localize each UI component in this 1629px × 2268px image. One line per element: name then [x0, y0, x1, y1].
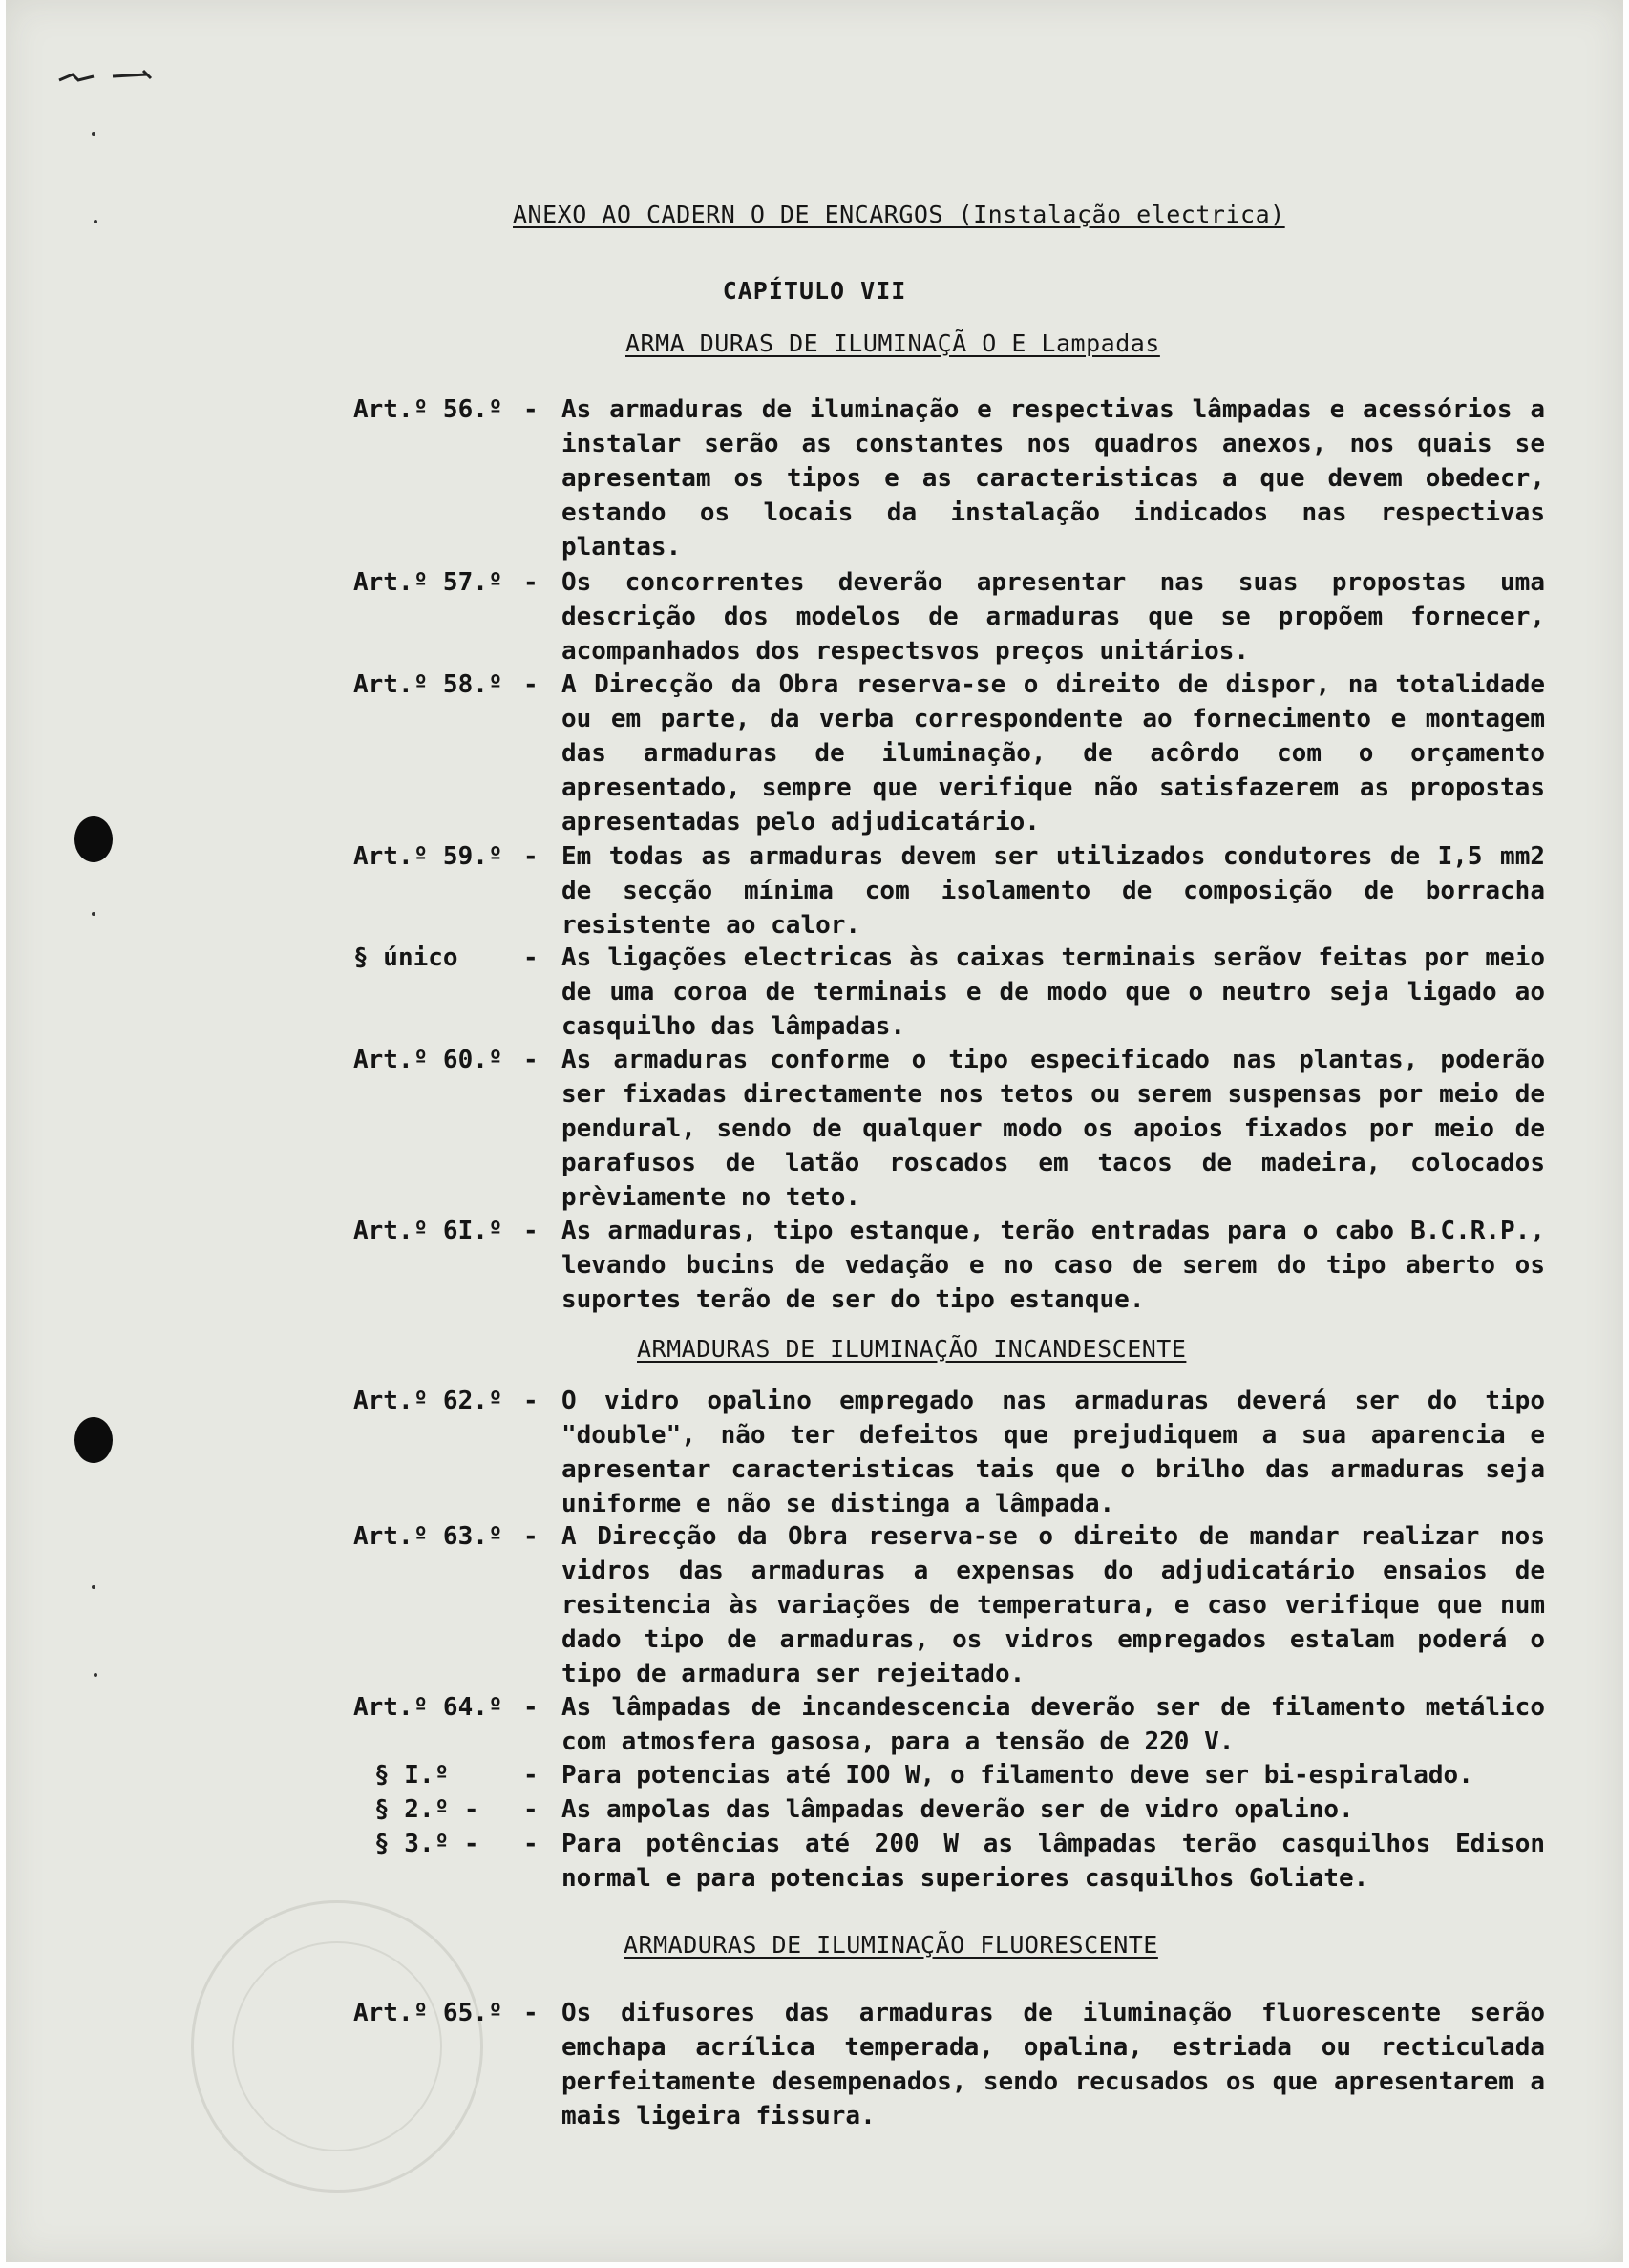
- punch-hole-bottom: [74, 1417, 113, 1463]
- section-heading-incandescente: ARMADURAS DE ILUMINAÇÃO INCANDESCENTE: [637, 1335, 1187, 1363]
- document-title: ANEXO AO CADERN O DE ENCARGOS (Instalação electrica): [513, 201, 1285, 228]
- article-label: Art.º 6I.º: [353, 1217, 503, 1245]
- article-text: Para potências até 200 W as lâmpadas terão casquilhos Edison normal e para potencias superiores casquilhos Goliate.: [561, 1830, 1545, 1893]
- article-label: Art.º 62.º: [353, 1387, 503, 1415]
- article-64: Art.º 64.º - As lâmpadas de incandescencia deverão ser de filamento metálico com atmosfera gasosa, para a tensão de 220 V.: [353, 1690, 1547, 1759]
- article-59: Art.º 59.º - Em todas as armaduras devem ser utilizados condutores de I,5 mm2 de secção mínima com isolamento de composição de borracha resistente ao calor.: [353, 839, 1547, 943]
- article-text: Os difusores das armaduras de iluminação fluorescente serão emchapa acrílica temperada, opalina, estriada ou recticulada perfeitamente desempenados, sendo recusados os que apresentarem a mais ligeira fissura.: [561, 1999, 1545, 2130]
- article-label: § único: [353, 943, 458, 972]
- article-text: As armaduras conforme o tipo especificado nas plantas, poderão ser fixadas directamente nos tetos ou serem suspensas por meio de pendural, sendo de qualquer modo os apoios fixados por meio de parafusos de latão roscados em tacos de madeira, colocados prèviamente no teto.: [561, 1046, 1545, 1212]
- article-61: Art.º 6I.º - As armaduras, tipo estanque, terão entradas para o cabo B.C.R.P., levando bucins de vedação e no caso de serem do tipo aberto os suportes terão de ser do tipo estanque.: [353, 1214, 1547, 1317]
- article-text: Os concorrentes deverão apresentar nas suas propostas uma descrição dos modelos de armaduras que se propõem fornecer, acompanhados dos respectsvos preços unitários.: [561, 568, 1545, 666]
- article-62: Art.º 62.º - O vidro opalino empregado nas armaduras deverá ser do tipo "double", não ter defeitos que prejudiquem a sua aparencia e apresentar caracteristicas tais que o brilho das armaduras seja uniforme e não se distinga a lâmpada.: [353, 1384, 1547, 1521]
- article-label: Art.º 63.º: [353, 1522, 503, 1551]
- section-heading-fluorescente: ARMADURAS DE ILUMINAÇÃO FLUORESCENTE: [624, 1931, 1158, 1959]
- article-label: § 3.º -: [374, 1830, 479, 1858]
- article-text: Em todas as armaduras devem ser utilizados condutores de I,5 mm2 de secção mínima com isolamento de composição de borracha resistente ao calor.: [561, 842, 1545, 940]
- speck: [92, 912, 95, 916]
- article-57: Art.º 57.º - Os concorrentes deverão apresentar nas suas propostas uma descrição dos modelos de armaduras que se propõem fornecer, acompanhados dos respectsvos preços unitários.: [353, 565, 1547, 668]
- article-label: Art.º 59.º: [353, 842, 503, 871]
- article-text: As ligações electricas às caixas terminais serãov feitas por meio de uma coroa de terminais e de modo que o neutro seja ligado ao casquilho das lâmpadas.: [561, 943, 1545, 1041]
- article-text: As ampolas das lâmpadas deverão ser de vidro opalino.: [561, 1795, 1354, 1824]
- article-text: Para potencias até IOO W, o filamento deve ser bi-espiralado.: [561, 1761, 1473, 1790]
- corner-ink-mark: [55, 67, 160, 88]
- article-label: Art.º 60.º: [353, 1046, 503, 1074]
- punch-hole-top: [74, 816, 113, 862]
- article-text: A Direcção da Obra reserva-se o direito de mandar realizar nos vidros das armaduras a expensas do adjudicatário ensaios de resitencia às variações de temperatura, e caso verifique que num dado tipo de armaduras, os vidros empregados estalam poderá o tipo de armadura ser rejeitado.: [561, 1522, 1545, 1688]
- article-label: Art.º 57.º: [353, 568, 503, 597]
- article-text: O vidro opalino empregado nas armaduras deverá ser do tipo "double", não ter defeitos que prejudiquem a sua aparencia e apresentar caracteristicas tais que o brilho das armaduras seja uniforme e não se distinga a lâmpada.: [561, 1387, 1545, 1518]
- article-text: A Direcção da Obra reserva-se o direito de dispor, na totalidade ou em parte, da verba correspondente ao fornecimento e montagem das armaduras de iluminação, de acôrdo com o orçamento apresentado, sempre que verifique não satisfazerem as propostas apresentadas pelo adjudicatário.: [561, 670, 1545, 837]
- article-60: Art.º 60.º - As armaduras conforme o tipo especificado nas plantas, poderão ser fixadas directamente nos tetos ou serem suspensas por meio de pendural, sendo de qualquer modo os apoios fixados por meio de parafusos de latão roscados em tacos de madeira, colocados prèviamente no teto.: [353, 1043, 1547, 1215]
- speck: [94, 220, 97, 223]
- article-65: Art.º 65.º - Os difusores das armaduras de iluminação fluorescente serão emchapa acrílica temperada, opalina, estriada ou recticulada perfeitamente desempenados, sendo recusados os que apresentarem a mais ligeira fissura.: [353, 1996, 1547, 2133]
- speck: [92, 1585, 95, 1589]
- speck: [94, 1673, 97, 1677]
- article-text: As armaduras de iluminação e respectivas lâmpadas e acessórios a instalar serão as constantes nos quadros anexos, nos quais se apresentam os tipos e as caracteristicas a que devem obedecr, estando os locais da instalação indicados nas respectivas plantas.: [561, 395, 1545, 562]
- article-label: § 2.º -: [374, 1795, 479, 1824]
- article-text: As armaduras, tipo estanque, terão entradas para o cabo B.C.R.P., levando bucins de vedação e no caso de serem do tipo aberto os suportes terão de ser do tipo estanque.: [561, 1217, 1545, 1314]
- article-63: Art.º 63.º - A Direcção da Obra reserva-se o direito de mandar realizar nos vidros das armaduras a expensas do adjudicatário ensaios de resitencia às variações de temperatura, e caso verifique que num dado tipo de armaduras, os vidros empregados estalam poderá o tipo de armadura ser rejeitado.: [353, 1519, 1547, 1691]
- chapter-title: CAPÍTULO VII: [722, 277, 907, 305]
- paragraph-unico: § único - As ligações electricas às caixas terminais serãov feitas por meio de uma coroa de terminais e de modo que o neutro seja ligado ao casquilho das lâmpadas.: [353, 941, 1547, 1044]
- article-label: § I.º: [374, 1761, 450, 1790]
- article-56: Art.º 56.º - As armaduras de iluminação e respectivas lâmpadas e acessórios a instalar serão as constantes nos quadros anexos, nos quais se apresentam os tipos e as caracteristicas a que devem obedecr, estando os locais da instalação indicados nas respectivas plantas.: [353, 392, 1547, 564]
- article-text: As lâmpadas de incandescencia deverão ser de filamento metálico com atmosfera gasosa, para a tensão de 220 V.: [561, 1693, 1545, 1756]
- article-label: Art.º 65.º: [353, 1999, 503, 2027]
- section-heading-lampadas: ARMA DURAS DE ILUMINAÇÃ O E Lampadas: [625, 329, 1160, 357]
- paragraph-3: § 3.º - - Para potências até 200 W as lâmpadas terão casquilhos Edison normal e para potencias superiores casquilhos Goliate.: [353, 1827, 1547, 1896]
- article-label: Art.º 64.º: [353, 1693, 503, 1722]
- article-label: Art.º 58.º: [353, 670, 503, 699]
- paragraph-2: § 2.º - - As ampolas das lâmpadas deverão ser de vidro opalino.: [353, 1792, 1547, 1827]
- article-label: Art.º 56.º: [353, 395, 503, 424]
- paragraph-1: § I.º - Para potencias até IOO W, o filamento deve ser bi-espiralado.: [353, 1758, 1547, 1792]
- article-58: Art.º 58.º - A Direcção da Obra reserva-se o direito de dispor, na totalidade ou em parte, da verba correspondente ao fornecimento e montagem das armaduras de iluminação, de acôrdo com o orçamento apresentado, sempre que verifique não satisfazerem as propostas apresentadas pelo adjudicatário.: [353, 668, 1547, 839]
- speck: [92, 132, 95, 136]
